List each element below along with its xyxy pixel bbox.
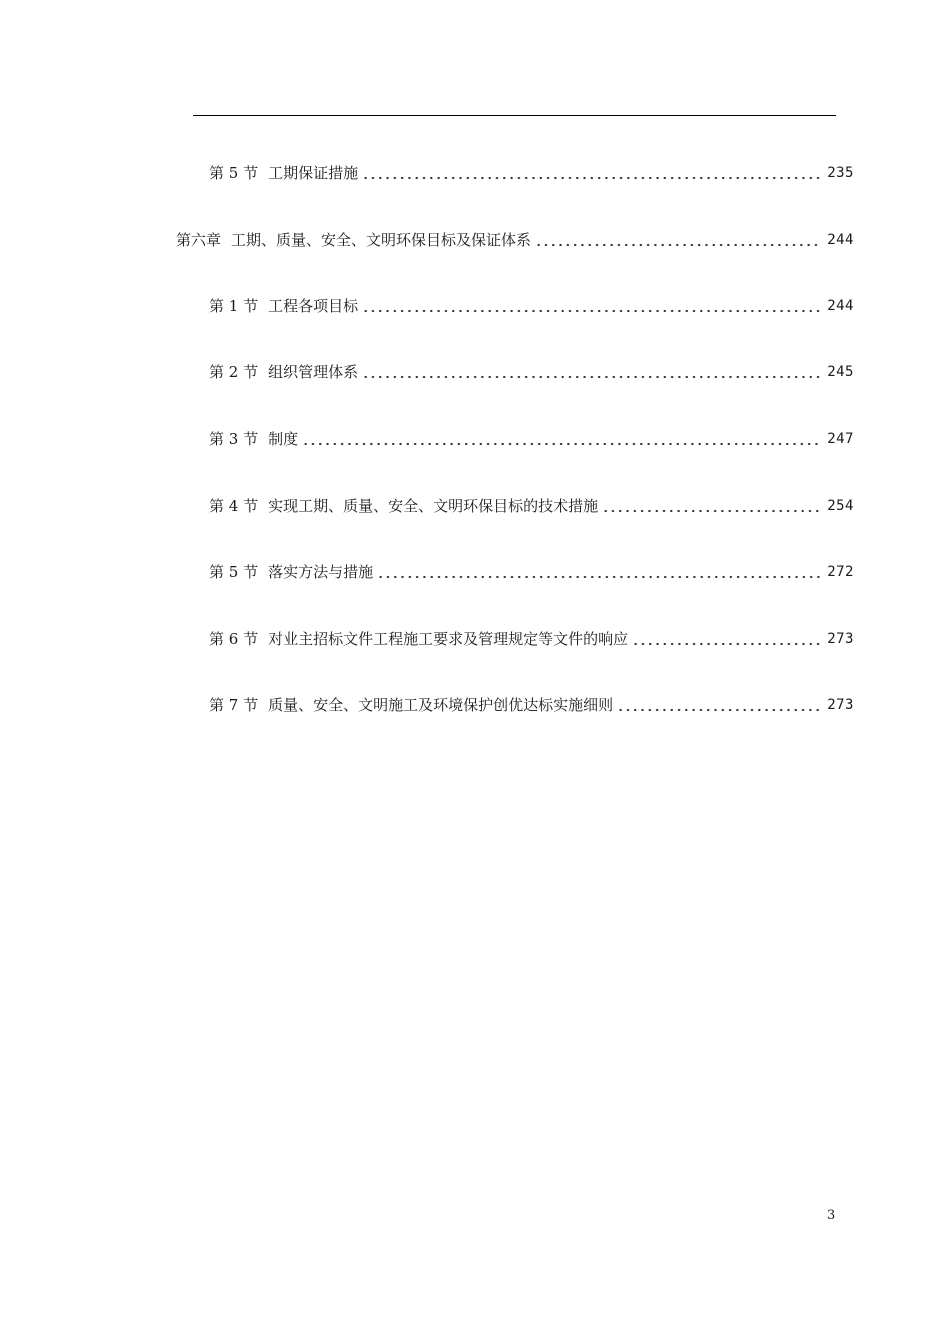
toc-entry-page: 273 xyxy=(827,631,854,647)
dot-leader xyxy=(617,694,821,716)
toc-entry-title: 工程各项目标 xyxy=(268,297,359,315)
toc-entry-chapter[interactable] xyxy=(176,229,854,251)
toc-entry-title: 质量、安全、文明施工及环境保护创优达标实施细则 xyxy=(268,696,614,714)
toc-entry-title: 组织管理体系 xyxy=(268,363,359,381)
toc-entry-page: 247 xyxy=(827,431,854,447)
dot-leader xyxy=(602,495,821,517)
toc-entry-title: 工期、质量、安全、文明环保目标及保证体系 xyxy=(231,231,532,249)
toc-entry[interactable] xyxy=(209,561,854,583)
toc-entry-number: 第 4 节 xyxy=(209,497,259,515)
toc-entry-number: 第 6 节 xyxy=(209,630,259,648)
toc-entry[interactable] xyxy=(209,162,854,184)
toc-entry[interactable] xyxy=(209,295,854,317)
toc-entry-page: 244 xyxy=(827,232,854,248)
toc-entry-number: 第 5 节 xyxy=(209,164,259,182)
dot-leader xyxy=(377,561,821,583)
toc-entry-title: 对业主招标文件工程施工要求及管理规定等文件的响应 xyxy=(268,630,629,648)
dot-leader xyxy=(362,162,821,184)
dot-leader xyxy=(362,295,821,317)
toc-entry[interactable] xyxy=(209,428,854,450)
toc-entry-page: 254 xyxy=(827,498,854,514)
toc-entry-page: 235 xyxy=(827,165,854,181)
toc-entry-title: 落实方法与措施 xyxy=(268,563,374,581)
toc-entry-title: 实现工期、质量、安全、文明环保目标的技术措施 xyxy=(268,497,599,515)
toc-entry-title: 工期保证措施 xyxy=(268,164,359,182)
page-number: 3 xyxy=(827,1208,836,1223)
toc-entry-number: 第 7 节 xyxy=(209,696,259,714)
toc-entry-number: 第六章 xyxy=(176,231,222,249)
toc-entry[interactable] xyxy=(209,694,854,716)
toc-entry[interactable] xyxy=(209,495,854,517)
toc-entry[interactable] xyxy=(209,628,854,650)
toc-entry-page: 245 xyxy=(827,364,854,380)
dot-leader xyxy=(302,428,821,450)
toc-entry-number: 第 2 节 xyxy=(209,363,259,381)
toc-entry-number: 第 3 节 xyxy=(209,430,259,448)
dot-leader xyxy=(535,229,821,251)
header-rule xyxy=(193,115,836,116)
toc-entry[interactable] xyxy=(209,361,854,383)
toc-entry-page: 273 xyxy=(827,697,854,713)
dot-leader xyxy=(362,361,821,383)
toc-entry-number: 第 1 节 xyxy=(209,297,259,315)
toc-entry-page: 244 xyxy=(827,298,854,314)
toc-entry-title: 制度 xyxy=(268,430,299,448)
toc-entry-page: 272 xyxy=(827,564,854,580)
dot-leader xyxy=(632,628,821,650)
toc-entry-number: 第 5 节 xyxy=(209,563,259,581)
